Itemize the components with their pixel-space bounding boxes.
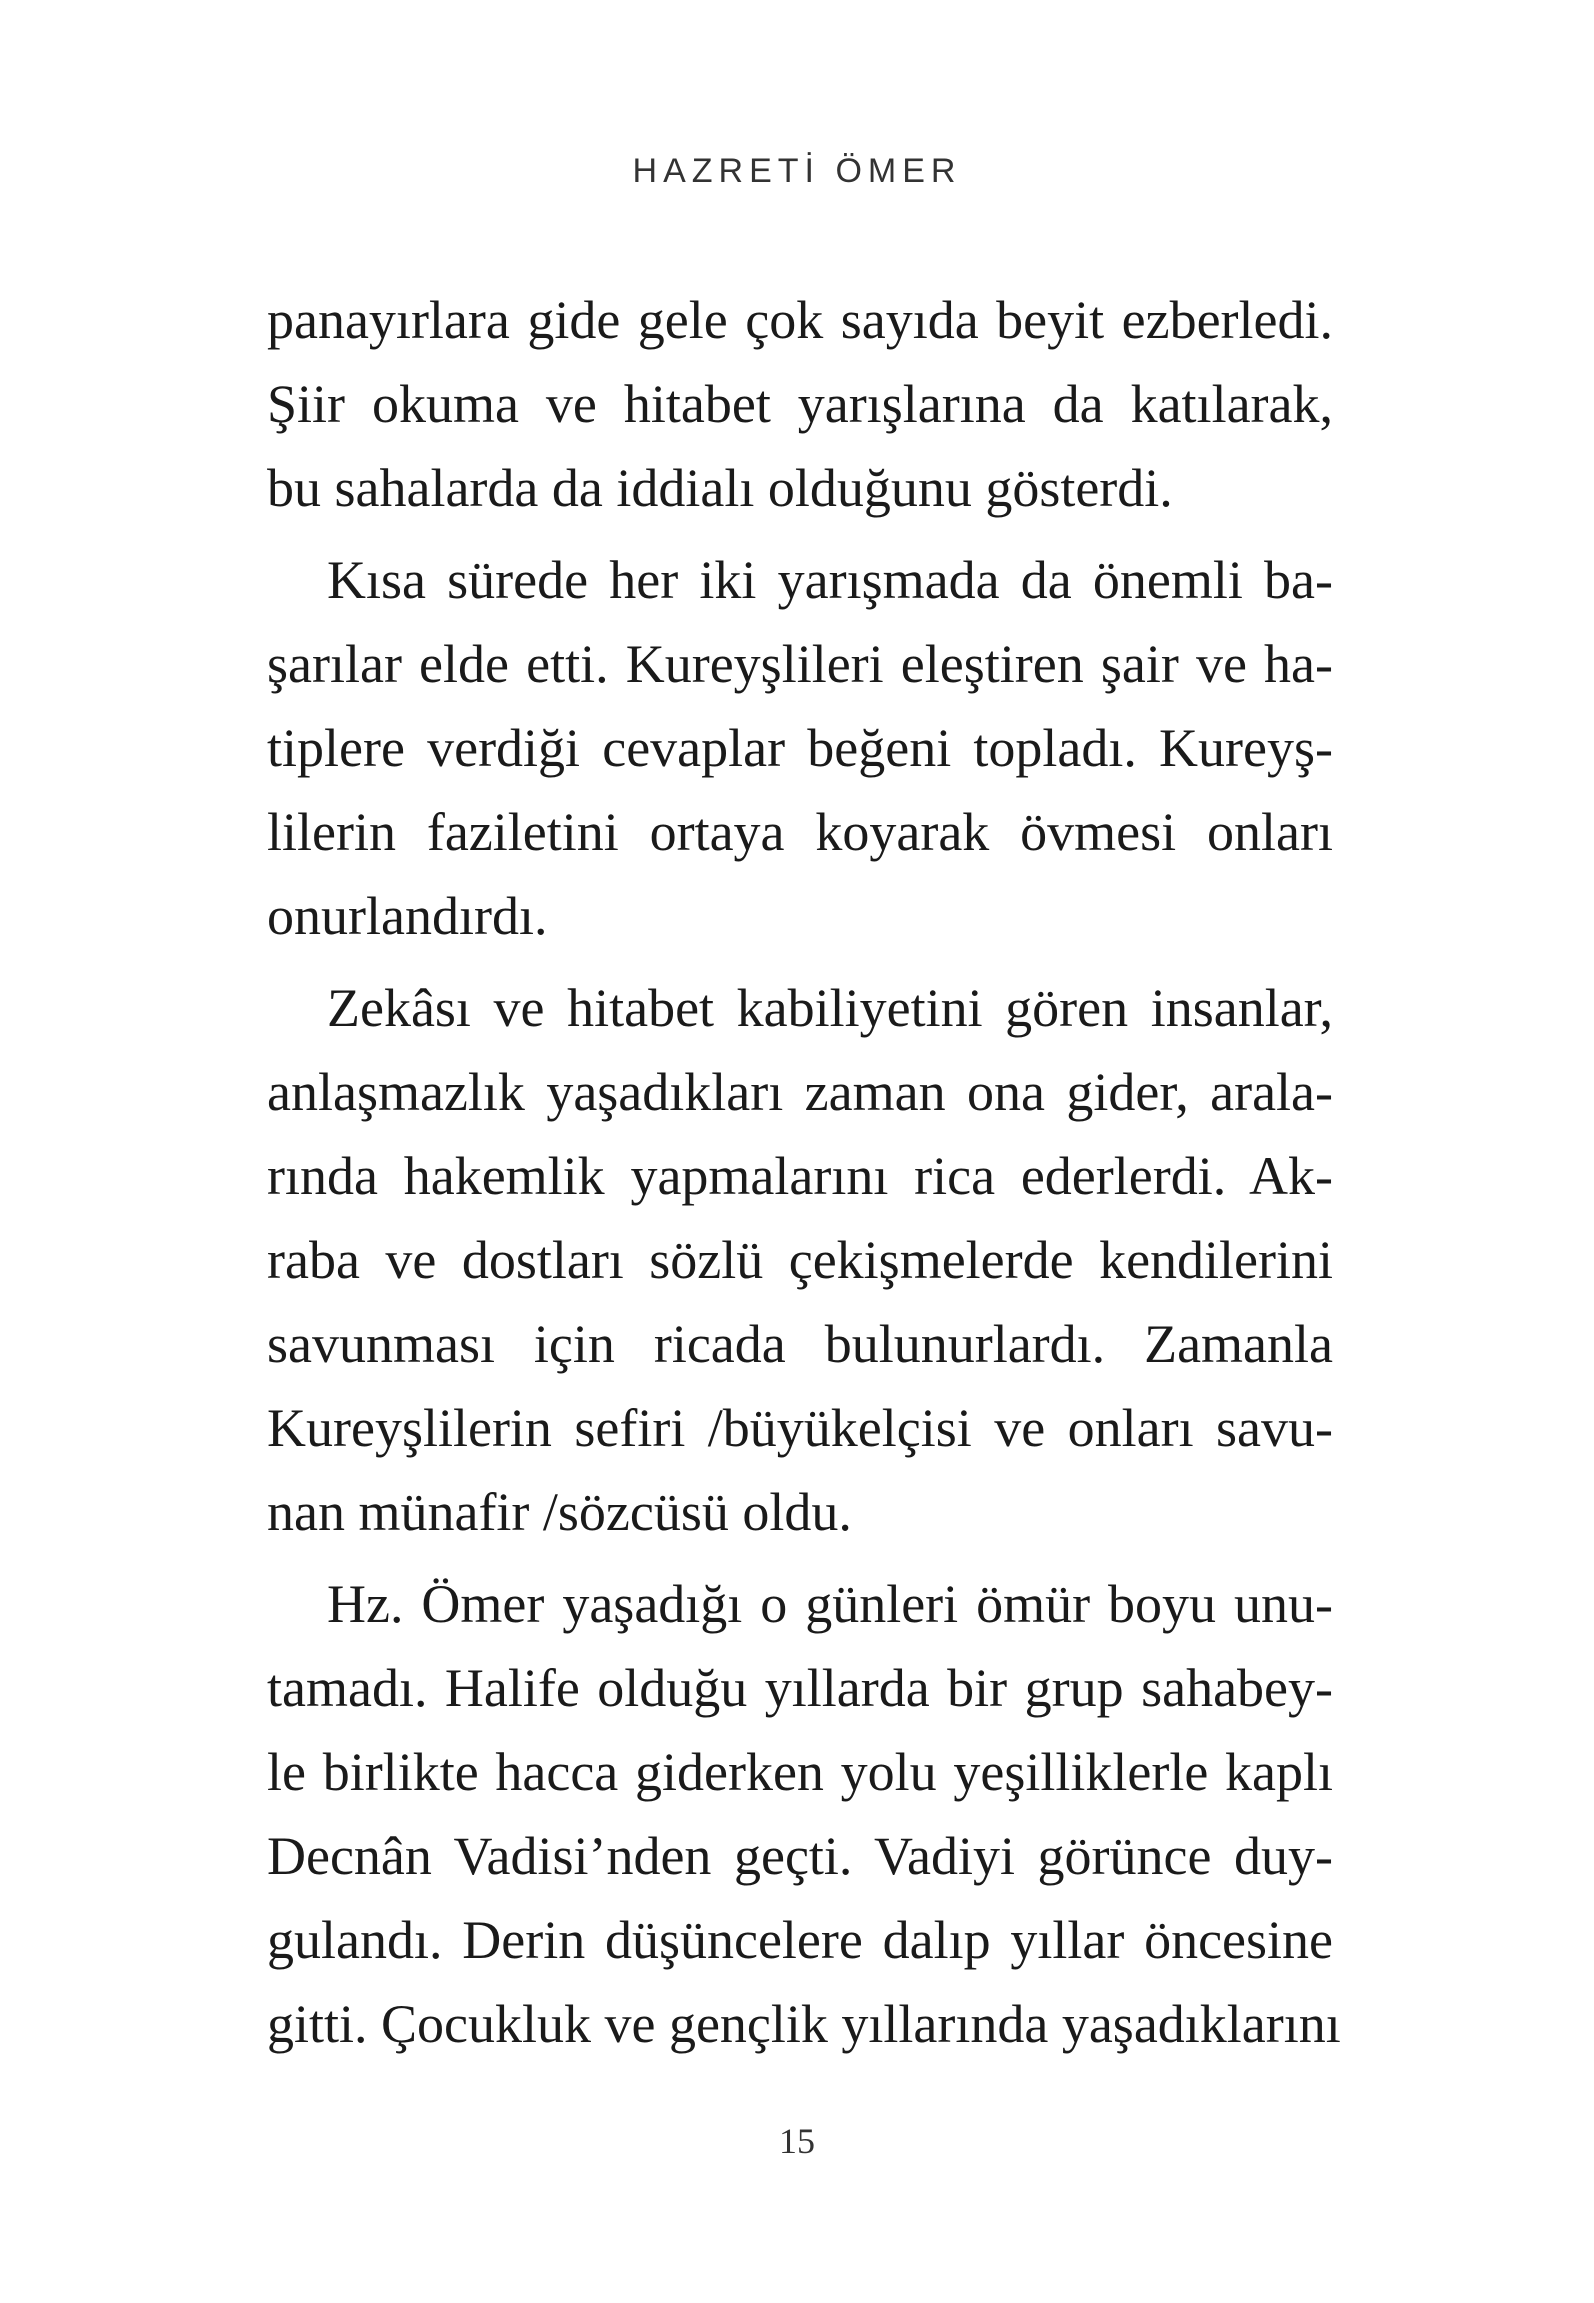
text-line: Kureyşlilerin sefiri /büyükelçisi ve onları savu- — [267, 1398, 1333, 1458]
paragraph — [267, 278, 1333, 530]
paragraph — [267, 1562, 1341, 2066]
paragraph — [267, 538, 1333, 958]
text-line: nan münafir /sözcüsü oldu. — [267, 1482, 852, 1542]
text-line: tiplere verdiği cevaplar beğeni topladı. Kureyş- — [267, 718, 1333, 778]
text-line: Şiir okuma ve hitabet yarışlarına da katılarak, — [267, 374, 1333, 434]
text-line: bu sahalarda da iddialı olduğunu gösterdi. — [267, 458, 1173, 518]
text-line: lilerin faziletini ortaya koyarak övmesi onları — [267, 802, 1333, 862]
text-line: panayırlara gide gele çok sayıda beyit ezberledi. — [267, 290, 1333, 350]
body-text — [267, 278, 1341, 2066]
text-line: Kısa sürede her iki yarışmada da önemli ba- — [327, 550, 1333, 610]
text-line: rında hakemlik yapmalarını rica ederlerdi. Ak- — [267, 1146, 1333, 1206]
page-number: 15 — [779, 2121, 815, 2161]
text-line: Decnân Vadisi’nden geçti. Vadiyi görünce duy- — [267, 1826, 1333, 1886]
text-line: tamadı. Halife olduğu yıllarda bir grup sahabey- — [267, 1658, 1333, 1718]
text-line: gitti. Çocukluk ve gençlik yıllarında yaşadıklarını — [267, 1994, 1341, 2054]
text-line: şarılar elde etti. Kureyşlileri eleştiren şair ve ha- — [267, 634, 1333, 694]
text-line: savunması için ricada bulunurlardı. Zamanla — [267, 1314, 1333, 1374]
text-line: gulandı. Derin düşüncelere dalıp yıllar öncesine — [267, 1910, 1333, 1970]
text-line: Hz. Ömer yaşadığı o günleri ömür boyu unu- — [327, 1574, 1333, 1634]
text-line: Zekâsı ve hitabet kabiliyetini gören insanlar, — [327, 978, 1333, 1038]
text-line: anlaşmazlık yaşadıkları zaman ona gider, arala- — [267, 1062, 1333, 1122]
paragraph — [267, 966, 1333, 1554]
text-line: raba ve dostları sözlü çekişmelerde kendilerini — [267, 1230, 1333, 1290]
running-header: HAZRETİ ÖMER — [632, 152, 962, 190]
text-line: le birlikte hacca giderken yolu yeşilliklerle kaplı — [267, 1742, 1333, 1802]
text-line: onurlandırdı. — [267, 886, 548, 946]
